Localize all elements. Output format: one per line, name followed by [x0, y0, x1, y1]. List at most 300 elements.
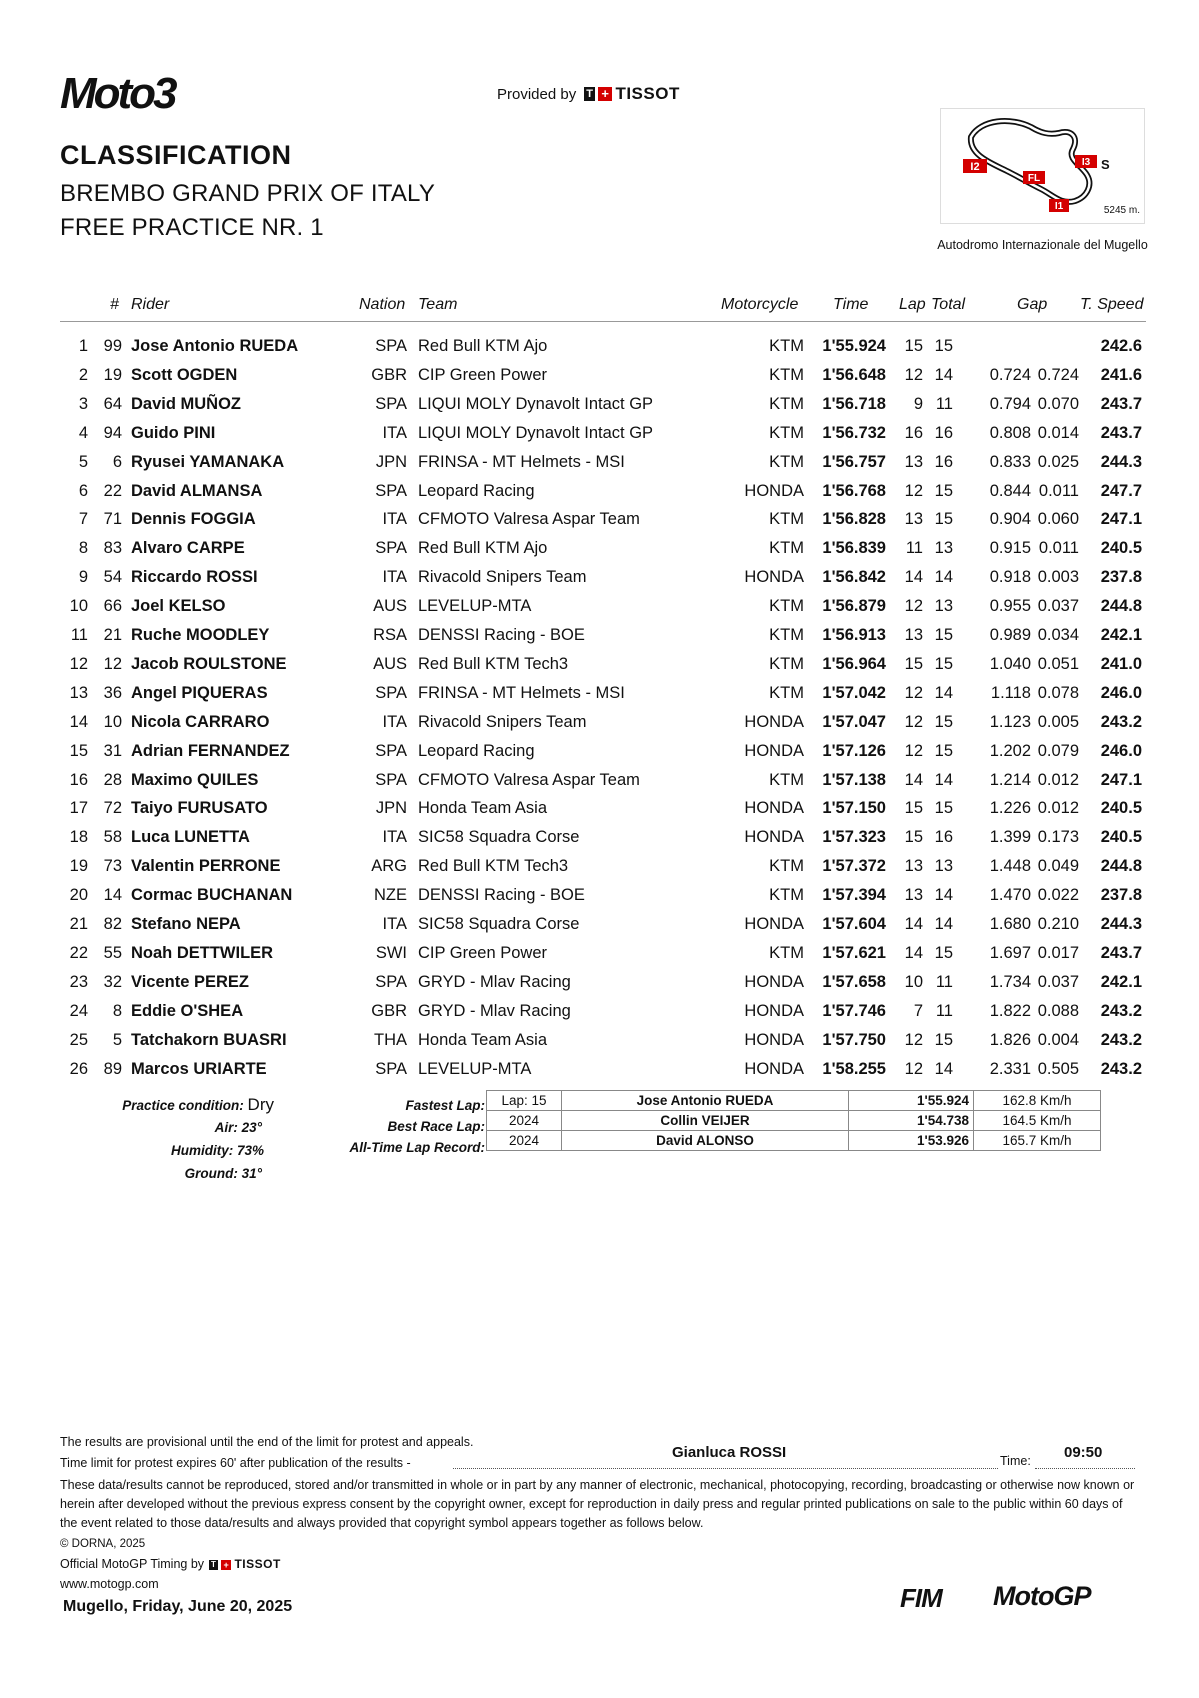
tissot-cross-icon: +	[598, 87, 612, 101]
copyright-note: These data/results cannot be reproduced, stored and/or transmitted in whole or in part by any manner of electronic, mechanical, photocopying, recording, broadcasting or otherwise now known or herein after developed without the previous express consent by the copyright owner, except for reproduction in daily press and regular printed publications on sale to the public within 60 days of the event related to those data/results and always provided that copyright symbol appears together as follows below.	[60, 1478, 1135, 1530]
top-speed: 242.6	[1100, 337, 1142, 355]
time-line	[1035, 1467, 1135, 1469]
best-lap: 15	[904, 337, 923, 355]
lap-time: 1'57.372	[822, 857, 886, 876]
lap-time: 1'57.394	[822, 886, 886, 905]
tissot-brand: TISSOT	[234, 1557, 281, 1571]
row-position: 4	[78, 423, 88, 442]
rider-name: Jacob ROULSTONE	[131, 654, 287, 673]
col-rider: Rider	[131, 296, 170, 313]
svg-text:S: S	[1101, 157, 1110, 172]
record-row	[487, 1131, 1101, 1151]
time-value: 09:50	[1064, 1444, 1103, 1461]
lap-time: 1'57.604	[822, 915, 886, 933]
top-speed: 237.8	[1100, 568, 1142, 587]
total-laps: 14	[934, 886, 953, 905]
record-label: Fastest Lap:	[405, 1098, 485, 1113]
tissot-brand: TISSOT	[615, 84, 680, 103]
gap-first: 1.680	[989, 915, 1031, 933]
track-map	[940, 108, 1145, 224]
rider-number: 89	[103, 1059, 122, 1078]
rider-nation: NZE	[374, 886, 407, 905]
tissot-logo	[584, 84, 680, 104]
best-lap: 15	[904, 828, 923, 847]
motorcycle: HONDA	[744, 1001, 804, 1020]
team-name: LEVELUP-MTA	[418, 597, 532, 616]
motorcycle: HONDA	[744, 915, 804, 933]
motorcycle: KTM	[769, 886, 804, 905]
total-laps: 15	[934, 481, 953, 500]
total-laps: 15	[934, 626, 953, 644]
record-speed: 165.7 Km/h	[974, 1131, 1101, 1151]
rider-nation: AUS	[373, 654, 407, 673]
records-table	[486, 1090, 1101, 1151]
record-lap: 2024	[487, 1111, 562, 1131]
rider-number: 82	[103, 915, 122, 933]
top-speed: 237.8	[1100, 886, 1142, 905]
best-lap: 15	[904, 654, 923, 673]
total-laps: 15	[934, 712, 953, 731]
circuit-name: Autodromo Internazionale del Mugello	[937, 238, 1148, 252]
gap-first: 0.918	[989, 568, 1031, 587]
record-rider: Jose Antonio RUEDA	[562, 1091, 849, 1111]
top-speed: 240.5	[1100, 539, 1142, 558]
rider-nation: SPA	[375, 337, 407, 355]
record-label: All-Time Lap Record:	[349, 1140, 485, 1155]
motorcycle: HONDA	[744, 972, 804, 991]
website: www.motogp.com	[60, 1577, 159, 1591]
record-time: 1'53.926	[849, 1131, 974, 1151]
gap-previous: 0.014	[1037, 423, 1079, 442]
lap-time: 1'57.746	[822, 1001, 886, 1020]
gap-first: 1.822	[989, 1001, 1031, 1020]
rider-name: Luca LUNETTA	[131, 828, 250, 847]
lap-time: 1'55.924	[822, 337, 886, 355]
gap-previous: 0.037	[1037, 597, 1079, 616]
practice-condition	[122, 1095, 274, 1115]
col-total: Total	[931, 296, 966, 313]
lap-time: 1'57.150	[822, 799, 886, 818]
total-laps: 13	[934, 597, 953, 616]
table-row	[0, 742, 1199, 764]
top-speed: 247.7	[1100, 481, 1142, 500]
gap-previous: 0.049	[1037, 857, 1079, 876]
gap-first: 1.734	[989, 972, 1031, 991]
lap-time: 1'57.042	[822, 683, 886, 702]
rider-name: Valentin PERRONE	[131, 857, 281, 876]
lap-time: 1'56.732	[822, 423, 886, 442]
rider-name: Adrian FERNANDEZ	[131, 741, 290, 760]
best-lap: 12	[904, 365, 923, 384]
rider-name: Stefano NEPA	[131, 915, 241, 933]
table-row	[0, 482, 1199, 504]
tissot-t-icon: T	[586, 88, 594, 100]
gap-first: 1.214	[989, 770, 1031, 789]
row-position: 16	[69, 770, 88, 789]
team-name: Red Bull KTM Tech3	[418, 857, 569, 876]
motorcycle: HONDA	[744, 741, 804, 760]
motorcycle: KTM	[769, 857, 804, 876]
row-position: 6	[78, 481, 88, 500]
motogp-logo: MotoGP	[993, 1581, 1091, 1611]
rider-number: 14	[103, 886, 122, 905]
row-position: 21	[69, 915, 88, 933]
rider-name: David ALMANSA	[131, 481, 263, 500]
gap-previous: 0.088	[1037, 1001, 1079, 1020]
ground-temp: Ground: 31°	[184, 1166, 262, 1181]
record-speed: 164.5 Km/h	[974, 1111, 1101, 1131]
motorcycle: KTM	[769, 770, 804, 789]
lap-time: 1'57.138	[822, 770, 886, 789]
gap-first: 2.331	[989, 1059, 1031, 1078]
total-laps: 16	[934, 828, 953, 847]
lap-time: 1'57.126	[822, 741, 886, 760]
total-laps: 13	[934, 857, 953, 876]
gap-first: 0.915	[989, 539, 1031, 558]
rider-nation: ITA	[382, 712, 407, 731]
motorcycle: HONDA	[744, 481, 804, 500]
team-name: Honda Team Asia	[418, 799, 548, 818]
rider-number: 58	[103, 828, 122, 847]
gap-first: 1.470	[989, 886, 1031, 905]
gap-previous: 0.011	[1038, 539, 1079, 558]
row-position: 23	[69, 972, 88, 991]
gap-previous: 0.022	[1037, 886, 1079, 905]
best-lap: 13	[904, 452, 923, 471]
tissot-logo	[209, 1555, 281, 1574]
rider-name: Maximo QUILES	[131, 770, 259, 789]
gap-first: 1.040	[989, 654, 1031, 673]
row-position: 15	[69, 741, 88, 760]
lap-time: 1'56.828	[822, 510, 886, 529]
gap-first: 0.989	[989, 626, 1031, 644]
total-laps: 14	[934, 1059, 953, 1078]
row-position: 20	[69, 886, 88, 905]
team-name: SIC58 Squadra Corse	[418, 828, 580, 847]
best-lap: 16	[904, 423, 923, 442]
record-rider: David ALONSO	[562, 1131, 849, 1151]
motorcycle: KTM	[769, 683, 804, 702]
rider-number: 36	[103, 683, 122, 702]
rider-number: 83	[103, 539, 122, 558]
signature-line	[453, 1467, 998, 1469]
table-row	[0, 771, 1199, 793]
col-speed: T. Speed	[1080, 296, 1144, 313]
best-lap: 13	[904, 510, 923, 529]
lap-time: 1'56.842	[822, 568, 886, 587]
total-laps: 14	[934, 683, 953, 702]
table-row	[0, 337, 1199, 359]
rider-nation: SPA	[375, 539, 407, 558]
top-speed: 241.6	[1100, 365, 1142, 384]
row-position: 2	[78, 365, 88, 384]
lap-time: 1'57.621	[822, 943, 886, 962]
table-row	[0, 857, 1199, 879]
top-speed: 243.7	[1100, 943, 1142, 962]
fim-logo: FIM	[900, 1583, 942, 1613]
row-position: 25	[69, 1030, 88, 1049]
table-row	[0, 597, 1199, 619]
session-name: FREE PRACTICE NR. 1	[60, 214, 324, 241]
row-position: 14	[69, 712, 88, 731]
dorna-copyright: © DORNA, 2025	[60, 1538, 146, 1550]
team-name: GRYD - Mlav Racing	[418, 972, 571, 991]
col-team: Team	[418, 296, 458, 313]
rider-nation: SPA	[375, 481, 407, 500]
lap-time: 1'56.768	[822, 481, 886, 500]
best-lap: 14	[904, 770, 923, 789]
top-speed: 243.2	[1100, 1001, 1142, 1020]
top-speed: 243.2	[1100, 1030, 1142, 1049]
top-speed: 243.2	[1100, 1059, 1142, 1078]
rider-nation: JPN	[375, 452, 407, 471]
table-row	[0, 1060, 1199, 1082]
team-name: Leopard Racing	[418, 741, 535, 760]
gap-previous: 0.078	[1037, 683, 1079, 702]
record-label: Best Race Lap:	[387, 1119, 485, 1134]
air-temp: Air: 23°	[214, 1120, 262, 1135]
gap-previous: 0.012	[1037, 770, 1079, 789]
row-position: 7	[78, 510, 88, 529]
gap-first: 0.724	[989, 365, 1031, 384]
team-name: Rivacold Snipers Team	[418, 712, 587, 731]
gap-previous: 0.505	[1037, 1059, 1079, 1078]
col-lap: Lap	[899, 296, 926, 313]
gap-previous: 0.210	[1037, 915, 1079, 933]
best-lap: 13	[904, 626, 923, 644]
gap-first: 1.448	[989, 857, 1031, 876]
gap-previous: 0.070	[1037, 394, 1079, 413]
tissot-t-icon: T	[211, 1559, 217, 1569]
table-row	[0, 973, 1199, 995]
record-time: 1'54.738	[849, 1111, 974, 1131]
table-row	[0, 915, 1199, 937]
rider-nation: SPA	[375, 741, 407, 760]
row-position: 11	[70, 626, 88, 644]
lap-time: 1'56.964	[822, 654, 886, 673]
rider-nation: AUS	[373, 597, 407, 616]
lap-time: 1'57.323	[822, 828, 886, 847]
gap-first: 0.955	[989, 597, 1031, 616]
rider-name: Angel PIQUERAS	[131, 683, 268, 702]
total-laps: 15	[934, 943, 953, 962]
lap-time: 1'56.879	[822, 597, 886, 616]
gap-first: 1.697	[989, 943, 1031, 962]
total-laps: 15	[934, 337, 953, 355]
total-laps: 15	[934, 510, 953, 529]
motorcycle: HONDA	[744, 1030, 804, 1049]
motorcycle: KTM	[769, 365, 804, 384]
table-row	[0, 799, 1199, 821]
best-lap: 15	[904, 799, 923, 818]
rider-number: 55	[103, 943, 122, 962]
team-name: FRINSA - MT Helmets - MSI	[418, 683, 625, 702]
gap-first: 1.826	[989, 1030, 1031, 1049]
top-speed: 243.7	[1100, 423, 1142, 442]
best-lap: 14	[904, 943, 923, 962]
condition-value: Dry	[247, 1095, 274, 1114]
top-speed: 244.8	[1100, 857, 1142, 876]
rider-nation: SWI	[375, 943, 407, 962]
humidity: Humidity: 73%	[170, 1143, 264, 1158]
top-speed: 244.3	[1100, 452, 1142, 471]
row-position: 8	[78, 539, 88, 558]
best-lap: 11	[905, 539, 923, 558]
best-lap: 7	[913, 1001, 923, 1020]
time-limit-note: Time limit for protest expires 60' after publication of the results -	[60, 1456, 411, 1470]
best-lap: 9	[913, 394, 923, 413]
time-label: Time:	[1000, 1454, 1031, 1468]
rider-nation: ARG	[371, 857, 407, 876]
top-speed: 242.1	[1100, 626, 1142, 644]
gap-previous: 0.005	[1037, 712, 1079, 731]
rider-number: 12	[103, 654, 122, 673]
motorcycle: HONDA	[744, 799, 804, 818]
gap-previous: 0.724	[1037, 365, 1079, 384]
team-name: Leopard Racing	[418, 481, 535, 500]
top-speed: 240.5	[1100, 799, 1142, 818]
rider-number: 73	[103, 857, 122, 876]
gap-previous: 0.003	[1037, 568, 1079, 587]
rider-nation: JPN	[375, 799, 407, 818]
team-name: CFMOTO Valresa Aspar Team	[418, 510, 640, 529]
team-name: CIP Green Power	[418, 365, 548, 384]
gap-previous: 0.017	[1037, 943, 1079, 962]
motorcycle: KTM	[769, 654, 804, 673]
event-date: Mugello, Friday, June 20, 2025	[63, 1598, 293, 1615]
rider-nation: RSA	[373, 626, 407, 644]
rider-number: 66	[103, 597, 122, 616]
gap-previous: 0.173	[1037, 828, 1079, 847]
gap-first: 1.226	[989, 799, 1031, 818]
col-num: #	[110, 296, 119, 313]
col-nation: Nation	[359, 296, 406, 313]
rider-number: 31	[103, 741, 122, 760]
team-name: CFMOTO Valresa Aspar Team	[418, 770, 640, 789]
gap-previous: 0.079	[1037, 741, 1079, 760]
rider-number: 32	[103, 972, 122, 991]
gap-previous: 0.051	[1037, 654, 1079, 673]
col-gap: Gap	[1017, 296, 1048, 313]
svg-text:Moto3: Moto3	[60, 70, 175, 115]
best-lap: 12	[904, 481, 923, 500]
record-row	[487, 1111, 1101, 1131]
rider-number: 72	[103, 799, 122, 818]
rider-number: 5	[112, 1030, 122, 1049]
rider-name: Cormac BUCHANAN	[131, 886, 293, 905]
row-position: 10	[69, 597, 88, 616]
gap-previous: 0.025	[1037, 452, 1079, 471]
row-position: 19	[69, 857, 88, 876]
rider-number: 6	[112, 452, 122, 471]
total-laps: 15	[934, 741, 953, 760]
total-laps: 14	[934, 568, 953, 587]
table-row	[0, 828, 1199, 850]
table-row	[0, 713, 1199, 735]
best-lap: 13	[904, 886, 923, 905]
team-name: Red Bull KTM Ajo	[418, 539, 548, 558]
provided-by-label: Provided by	[497, 85, 577, 103]
table-row	[0, 366, 1199, 388]
rider-name: Ruche MOODLEY	[131, 626, 270, 644]
row-position: 24	[69, 1001, 88, 1020]
rider-nation: SPA	[375, 770, 407, 789]
row-position: 22	[69, 943, 88, 962]
lap-time: 1'58.255	[822, 1059, 886, 1078]
gap-first: 0.808	[989, 423, 1031, 442]
rider-name: Tatchakorn BUASRI	[131, 1030, 287, 1049]
table-row	[0, 886, 1199, 908]
team-name: Red Bull KTM Ajo	[418, 337, 548, 355]
motorcycle: KTM	[769, 452, 804, 471]
rider-nation: ITA	[382, 423, 407, 442]
team-name: SIC58 Squadra Corse	[418, 915, 580, 933]
table-row	[0, 395, 1199, 417]
rider-name: Taiyo FURUSATO	[131, 799, 268, 818]
rider-name: Riccardo ROSSI	[131, 568, 258, 587]
total-laps: 16	[934, 423, 953, 442]
lap-time: 1'56.757	[822, 452, 886, 471]
table-row	[0, 453, 1199, 475]
team-name: GRYD - Mlav Racing	[418, 1001, 571, 1020]
team-name: Rivacold Snipers Team	[418, 568, 587, 587]
official-timing	[60, 1555, 281, 1574]
svg-text:I1: I1	[1054, 201, 1064, 212]
best-lap: 12	[904, 1030, 923, 1049]
total-laps: 14	[934, 770, 953, 789]
gap-first: 1.118	[990, 683, 1031, 702]
team-name: LIQUI MOLY Dynavolt Intact GP	[418, 423, 654, 442]
best-lap: 12	[904, 1059, 923, 1078]
record-lap: 2024	[487, 1131, 562, 1151]
team-name: Honda Team Asia	[418, 1030, 548, 1049]
rider-number: 22	[103, 481, 122, 500]
rider-number: 8	[112, 1001, 122, 1020]
lap-time: 1'56.718	[822, 394, 886, 413]
team-name: LIQUI MOLY Dynavolt Intact GP	[418, 394, 654, 413]
team-name: FRINSA - MT Helmets - MSI	[418, 452, 625, 471]
gap-first: 1.399	[989, 828, 1031, 847]
rider-name: Joel KELSO	[131, 597, 226, 616]
rider-number: 10	[103, 712, 122, 731]
rider-number: 99	[103, 337, 122, 355]
total-laps: 13	[934, 539, 953, 558]
row-position: 13	[69, 683, 88, 702]
header-divider	[60, 321, 1146, 322]
motorcycle: KTM	[769, 539, 804, 558]
gap-first: 0.833	[989, 452, 1031, 471]
team-name: Red Bull KTM Tech3	[418, 654, 569, 673]
record-time: 1'55.924	[849, 1091, 974, 1111]
rider-name: Jose Antonio RUEDA	[131, 337, 299, 355]
team-name: DENSSI Racing - BOE	[418, 626, 585, 644]
rider-number: 64	[103, 394, 122, 413]
top-speed: 246.0	[1100, 741, 1142, 760]
top-speed: 243.7	[1100, 394, 1142, 413]
rider-number: 54	[103, 568, 122, 587]
gap-previous: 0.012	[1037, 799, 1079, 818]
rider-name: Alvaro CARPE	[131, 539, 245, 558]
rider-nation: SPA	[375, 972, 407, 991]
row-position: 9	[78, 568, 88, 587]
motorcycle: KTM	[769, 337, 804, 355]
row-position: 5	[78, 452, 88, 471]
table-row	[0, 684, 1199, 706]
rider-number: 28	[103, 770, 122, 789]
record-row	[487, 1091, 1101, 1111]
rider-name: Nicola CARRARO	[131, 712, 270, 731]
rider-name: Ryusei YAMANAKA	[131, 452, 285, 471]
